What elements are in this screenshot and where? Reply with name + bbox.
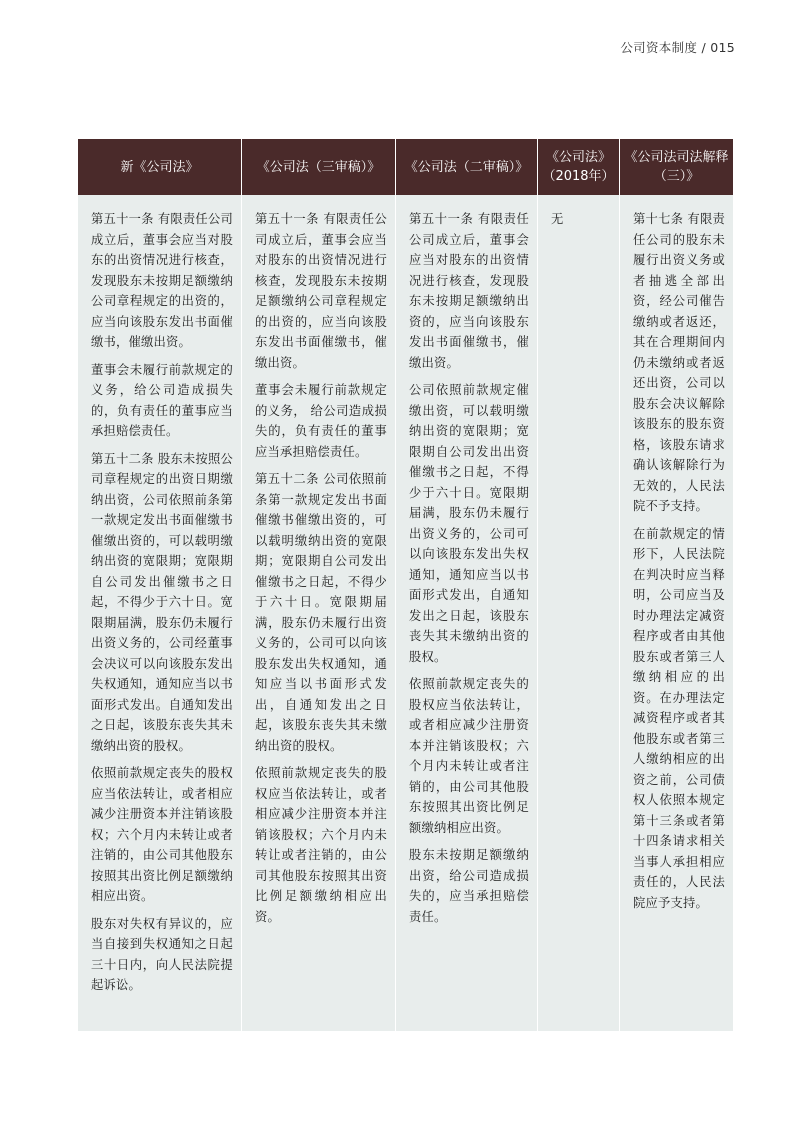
paragraph: 股东对失权有异议的，应当自接到失权通知之日起三十日内，向人民法院提起诉讼。	[91, 916, 233, 992]
paragraph: 董事会未履行前款规定的义务， 给公司造成损失的，负有责任的董事应当承担赔偿责任。	[255, 383, 387, 459]
paragraph: 依照前款规定丧失的股权应当依法转让，或者相应减少注册资本并注销该股权；六个月内未转让或者注销的，由公司其他股东按照其出资比例足额缴纳相应出资。	[91, 766, 233, 903]
table-row	[78, 195, 734, 1031]
law-comparison-table	[77, 139, 734, 1031]
paragraph: 第五十二条 股东未按照公司章程规定的出资日期缴纳出资，公司依照前条第一款规定发出书面催缴书催缴出资的，可以载明缴纳出资的宽限期；宽限期自公司发出催缴书之日起，不得少于六十日。宽限期届满，股东仍未履行出资义务的，公司经董事会决议可以向该股东发出失权通知，通知应当以书面形式发出。自通知发出之日起，该股东丧失其未缴纳出资的股权。	[91, 451, 233, 753]
paragraph: 第五十一条 有限责任公司成立后，董事会应当对股东的出资情况进行核查，发现股东未按期足额缴纳公司章程规定的出资的，应当向该股东发出书面催缴书，催缴出资。	[91, 212, 233, 349]
header-second-draft: 《公司法（二审稿）》	[396, 139, 538, 195]
paragraph: 董事会未履行前款规定的义务，给公司造成损失的，负有责任的董事应当承担赔偿责任。	[91, 362, 233, 438]
paragraph: 第五十一条 有限责任公司成立后，董事会应当对股东的出资情况进行核查，发现股东未按期足额缴纳公司章程规定的出资的，应当向该股东发出书面催缴书，催缴出资。	[255, 212, 387, 370]
cell-new-company-law	[78, 195, 242, 1031]
header-new-company-law: 新《公司法》	[78, 139, 242, 195]
paragraph: 第五十一条 有限责任公司成立后，董事会应当对股东的出资情况进行核查，发现股东未按期足额缴纳出资的，应当向该股东发出书面催缴书，催缴出资。	[409, 212, 529, 370]
paragraph: 第五十二条 公司依照前条第一款规定发出书面催缴书催缴出资的，可以载明缴纳出资的宽限期；宽限期自公司发出催缴书之日起，不得少于六十日。宽限期届满，股东仍未履行出资义务的，公司可以向该股东发出失权通知，通知应当以书面形式发出，自通知发出之日起，该股东丧失其未缴纳出资的股权。	[255, 472, 387, 753]
header-judicial-interpretation-3: 《公司法司法解释（三）》	[620, 139, 734, 195]
running-head: 公司资本制度 / 015	[620, 40, 735, 55]
paragraph: 在前款规定的情形下，人民法院在判决时应当释明，公司应当及时办理法定减资程序或者由其他股东或者第三人缴纳相应的出资。在办理法定减资程序或者其他股东或者第三人缴纳相应的出资之前，公司债权人依照本规定第十三条或者第十四条请求相关当事人承担相应责任的，人民法院应予支持。	[633, 526, 725, 910]
cell-judicial-interpretation-3	[620, 195, 734, 1031]
cell-company-law-2018	[538, 195, 620, 1031]
paragraph: 依照前款规定丧失的股权应当依法转让，或者相应减少注册资本并注销该股权；六个月内未转让或者注销的，由公司其他股东按照其出资比例足额缴纳相应出资。	[409, 677, 529, 835]
header-company-law-2018: 《公司法》（2018年）	[538, 139, 620, 195]
cell-second-draft	[396, 195, 538, 1031]
cell-third-draft	[242, 195, 396, 1031]
table-header-row	[78, 139, 734, 195]
paragraph: 无	[551, 212, 564, 226]
paragraph: 依照前款规定丧失的股权应当依法转让，或者相应减少注册资本并注销该股权；六个月内未转让或者注销的，由公司其他股东按照其出资比例足额缴纳相应出资。	[255, 766, 387, 924]
paragraph: 第十七条 有限责任公司的股东未履行出资义务或者抽逃全部出资，经公司催告缴纳或者返还，其在合理期间内仍未缴纳或者返还出资，公司以股东会决议解除该股东的股东资格，该股东请求确认该解除行为无效的，人民法院不予支持。	[633, 212, 725, 513]
header-third-draft: 《公司法（三审稿）》	[242, 139, 396, 195]
paragraph: 股东未按期足额缴纳出资，给公司造成损失的，应当承担赔偿责任。	[409, 848, 529, 924]
paragraph: 公司依照前款规定催缴出资，可以载明缴纳出资的宽限期；宽限期自公司发出出资催缴书之日起，不得少于六十日。宽限期届满，股东仍未履行出资义务的，公司可以向该股东发出失权通知，通知应当以书面形式发出，自通知发出之日起，该股东丧失其未缴纳出资的股权。	[409, 383, 529, 664]
